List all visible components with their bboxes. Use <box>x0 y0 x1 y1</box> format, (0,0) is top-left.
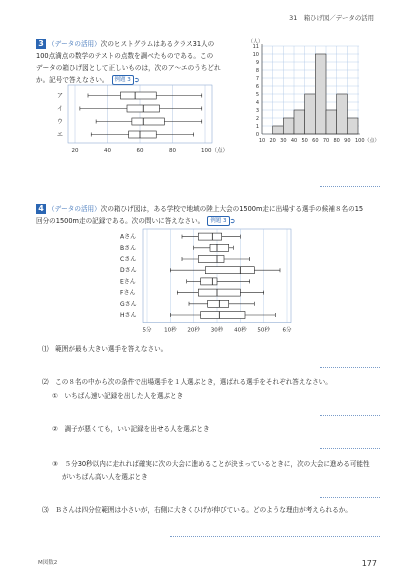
page-number: 177 <box>361 559 377 568</box>
subquestion-1: ⑴ 範囲が最も大きい選手を答えなさい。 <box>42 345 168 353</box>
answer-line-q2-2[interactable] <box>320 448 380 449</box>
boxplot-option-rows <box>57 85 228 154</box>
x-tick-label: 5分 <box>142 327 152 334</box>
boxplot-chart-4 <box>120 228 305 340</box>
box <box>201 312 245 319</box>
x-tick-label: 60 <box>136 148 144 154</box>
question-3-tag: （データの活用） <box>48 40 101 48</box>
question-4 <box>36 203 386 227</box>
y-tick-label: 10 <box>252 52 259 58</box>
option-label: ウ <box>57 118 64 126</box>
y-tick-label: 0 <box>255 132 259 138</box>
box <box>198 233 221 240</box>
x-tick-label: 50 <box>301 138 308 144</box>
box <box>205 267 254 274</box>
link-arrow-icon: ➲ <box>133 76 140 84</box>
boxplot-options-3 <box>55 84 228 160</box>
y-tick-label: 6 <box>255 84 259 90</box>
subquestion-2-3-line2: がいちばん高い人を選ぶとき <box>62 473 148 481</box>
answer-line-3[interactable] <box>320 186 380 187</box>
box <box>121 92 157 99</box>
y-tick-label: 5 <box>255 92 259 98</box>
runner-label: Dさん <box>120 267 137 275</box>
box <box>198 289 240 296</box>
y-tick-label: 3 <box>255 108 259 114</box>
question-3-line4: か。記号で答えなさい。 <box>36 76 109 84</box>
y-tick-label: 2 <box>255 116 259 122</box>
box <box>201 278 217 285</box>
runner-label: Aさん <box>120 233 137 241</box>
example-ref-4[interactable]: 例題 3 <box>207 216 229 226</box>
runner-label: Hさん <box>120 312 137 319</box>
subquestion-3: ⑶ Ｂさんは四分位範囲は小さいが，右側に大きくひげが伸びている。どのような理由が考えられるか。 <box>42 506 352 514</box>
x-tick-label: 10秒 <box>164 327 177 334</box>
subquestion-2: ⑵ この８名の中から次の条件で出場選手を１人選ぶとき，選ばれる選手をそれぞれ答えなさい。 <box>42 378 332 386</box>
question-3-line3: データの箱ひげ図として正しいものは，次のア～エのうちどれ <box>36 64 221 72</box>
subquestion-2-3-line1: ③ ５分30秒以内に走れれば確実に次の大会に進めることが決まっているときに，次の大会に進める可能性 <box>52 460 370 468</box>
option-label: エ <box>57 131 64 139</box>
x-tick-label: 100（点） <box>201 148 228 154</box>
histogram-marks <box>248 38 380 144</box>
option-label: イ <box>57 105 64 113</box>
x-tick-label: 20秒 <box>187 327 200 334</box>
runner-label: Eさん <box>120 278 136 286</box>
histogram-bar <box>273 126 284 134</box>
x-tick-label: 100（点） <box>355 138 380 144</box>
x-tick-label: 70 <box>322 138 330 144</box>
subquestion-2-1: ① いちばん速い記録を出した人を選ぶとき <box>52 392 184 400</box>
histogram-bar <box>315 54 326 134</box>
answer-line-q2-1[interactable] <box>320 415 380 416</box>
footer-code: M図数2 <box>38 560 58 566</box>
question-3-line1: 次のヒストグラムはあるクラス31人の <box>100 40 215 48</box>
option-label: ア <box>57 92 64 100</box>
runner-label: Gさん <box>120 300 137 308</box>
answer-line-q3[interactable] <box>170 536 380 537</box>
x-tick-label: 30 <box>280 138 287 144</box>
question-3-number: 3 <box>36 39 46 49</box>
histogram-bar <box>326 110 337 134</box>
answer-line-q2-3[interactable] <box>320 497 380 498</box>
x-tick-label: 10 <box>258 138 266 144</box>
histogram-bar <box>337 94 348 134</box>
link-arrow-icon: ➲ <box>229 217 236 225</box>
subquestion-2-2: ② 調子が悪くても，いい記録を出せる人を選ぶとき <box>52 425 210 433</box>
x-tick-label: 20 <box>71 148 79 154</box>
y-tick-label: 4 <box>255 100 259 106</box>
answer-line-q1[interactable] <box>320 367 380 368</box>
running-header: 31 箱ひげ図／データの活用 <box>289 14 374 22</box>
histogram-chart <box>242 34 392 154</box>
histogram-bar <box>347 118 358 134</box>
question-4-number: 4 <box>36 204 46 214</box>
question-4-line2: 回分の1500m走の記録である。次の問いに答えなさい。 <box>36 217 205 225</box>
x-tick-label: 40 <box>290 138 298 144</box>
box <box>210 244 229 251</box>
x-tick-label: 80 <box>169 148 176 154</box>
x-tick-label: 90 <box>344 138 351 144</box>
y-axis-unit: （人） <box>248 39 264 45</box>
example-ref-3[interactable]: 例題 3 <box>112 75 134 85</box>
y-tick-label: 7 <box>255 76 259 82</box>
box <box>198 256 224 263</box>
x-tick-label: 80 <box>333 138 340 144</box>
question-4-tag: （データの活用） <box>48 205 101 213</box>
x-tick-label: 40秒 <box>234 327 247 334</box>
question-3-line2: 100点満点の数学のテストの点数を調べたものである。この <box>36 52 214 60</box>
histogram-bar <box>305 94 316 134</box>
y-tick-label: 9 <box>255 60 259 66</box>
box <box>208 300 229 307</box>
runner-label: Bさん <box>120 244 137 252</box>
box <box>129 131 157 138</box>
x-tick-label: 6分 <box>282 327 292 334</box>
x-tick-label: 60 <box>312 138 319 144</box>
histogram-bar <box>283 118 294 134</box>
runner-label: Cさん <box>120 256 137 263</box>
y-tick-label: 8 <box>255 68 259 74</box>
x-tick-label: 50秒 <box>257 327 270 334</box>
box <box>132 118 165 125</box>
x-tick-label: 40 <box>104 148 111 154</box>
question-4-line1: 次の箱ひげ図は，ある学校で地域の陸上大会の1500m走に出場する選手の候補８名の15 <box>100 205 364 213</box>
x-tick-label: 30秒 <box>210 327 224 334</box>
y-tick-label: 11 <box>252 44 259 50</box>
y-tick-label: 1 <box>255 124 259 130</box>
x-tick-label: 20 <box>269 138 276 144</box>
runner-label: Fさん <box>120 289 136 297</box>
boxplot-runner-rows <box>120 229 292 334</box>
histogram-bar <box>294 110 305 134</box>
question-3 <box>36 38 251 86</box>
